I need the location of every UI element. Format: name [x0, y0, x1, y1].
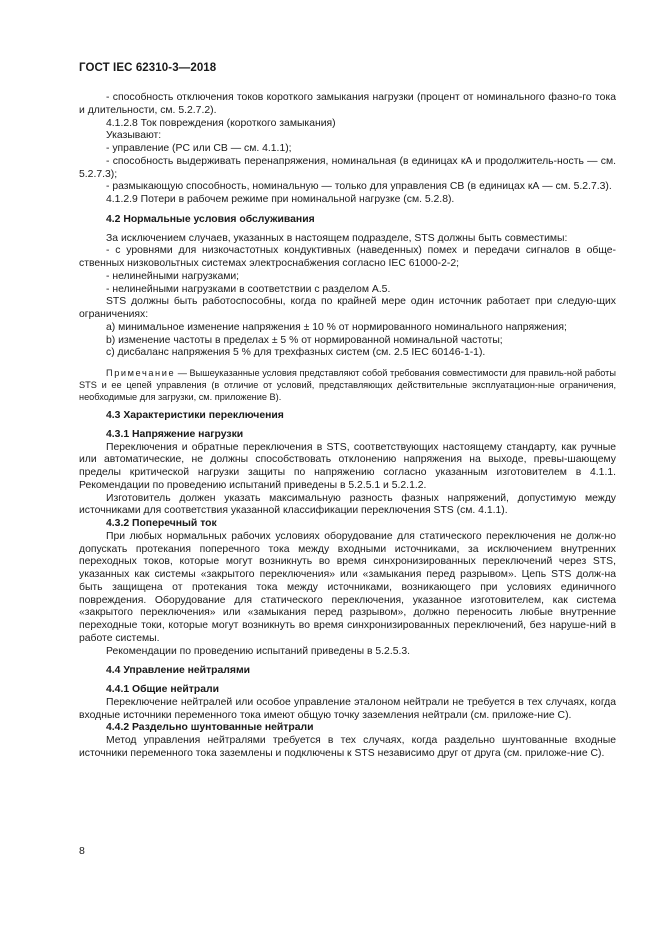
- paragraph: STS должны быть работоспособны, когда по крайней мере один источник работает при следую-щих ограничениях:: [79, 296, 616, 320]
- list-item: a) минимальное изменение напряжения ± 10 % от нормированного номинального напряжения;: [106, 321, 567, 333]
- page-number: 8: [79, 845, 85, 857]
- subsection-heading-4-4-2: 4.4.2 Раздельно шунтованные нейтрали: [106, 722, 314, 734]
- list-item: - размыкающую способность, номинальную — только для управления CB (в единицах кА — см. 5.2.7.3).: [106, 181, 612, 193]
- document-body: [79, 92, 616, 761]
- paragraph: За исключением случаев, указанных в настоящем подразделе, STS должны быть совместимы:: [106, 232, 568, 244]
- clause-4-1-2-8-title: 4.1.2.8 Ток повреждения (короткого замыкания): [106, 117, 336, 129]
- note: [79, 367, 616, 403]
- list-item: - способность выдерживать перенапряжения, номинальная (в единицах кА и продолжитель-ность — см. 5.2.7.3);: [79, 155, 616, 180]
- list-item: - нелинейными нагрузками в соответствии с разделом А.5.: [106, 283, 391, 295]
- paragraph: Рекомендации по проведению испытаний приведены в 5.2.5.3.: [106, 645, 411, 657]
- paragraph: Изготовитель должен указать максимальную разность фазных напряжений, допустимую между источниками для соответствия указанной классификации переключения STS (см. 4.1.1).: [79, 492, 616, 517]
- list-item: - с уровнями для низкочастотных кондуктивных (наведенных) помех и передачи сигналов в обще-ственных низковольтных системах электроснабжения согласно IEC 61000-2-2;: [79, 245, 616, 269]
- paragraph: Переключение нейтралей или особое управление эталоном нейтрали не требуется в тех случаях, когда входные источники переменного тока имеют общую точку заземления нейтрали (см. приложе-ние С).: [79, 696, 616, 721]
- list-item: - управление (PC или CB — см. 4.1.1);: [106, 143, 292, 154]
- section-heading-4-4: 4.4 Управление нейтралями: [106, 665, 251, 677]
- document-header: ГОСТ IEC 62310-3—2018: [79, 62, 217, 74]
- section-heading-4-2: 4.2 Нормальные условия обслуживания: [106, 213, 315, 225]
- note-label: Примечание: [106, 368, 176, 378]
- section-heading-4-3: 4.3 Характеристики переключения: [106, 410, 284, 421]
- list-item: - нелинейными нагрузками;: [106, 270, 240, 282]
- paragraph: Метод управления нейтралями требуется в тех случаях, когда раздельно шунтованные входные источники переменного тока заземлены и подключены к STS независимо друг от друга (см. приложе-ние С).: [79, 735, 616, 759]
- paragraph: Переключения и обратные переключения в STS, соответствующих настоящему стандарту, как ручные или автоматические, не должны способствовать отклонению напряжения на выходе, превы-шающему пределы критической нагрузки защиты по напряжению согласно указанным изготовителем в 4.1.1. Рекомендации по проведению испытаний приведены в 5.2.5.1 и 5.2.1.2.: [79, 441, 616, 491]
- subsection-heading-4-4-1: 4.4.1 Общие нейтрали: [106, 684, 219, 695]
- clause-intro: Указывают:: [106, 130, 162, 142]
- note-text: — Вышеуказанные условия представляют собой требования совместимости для правиль-ной работы STS и ее цепей управления (в отличие от условий, представляющих действительные эксплуатацион-ные ограничения, необходимые для загрузки, см. приложение В).: [79, 368, 616, 402]
- list-item: b) изменение частоты в пределах ± 5 % от нормированной номинальной частоты;: [106, 334, 503, 346]
- subsection-heading-4-3-1: 4.3.1 Напряжение нагрузки: [106, 428, 244, 440]
- clause-4-1-2-9: 4.1.2.9 Потери в рабочем режиме при номинальной нагрузке (см. 5.2.8).: [106, 194, 455, 205]
- subsection-heading-4-3-2: 4.3.2 Поперечный ток: [106, 518, 217, 529]
- list-item: - способность отключения токов короткого замыкания нагрузки (процент от номинального фазно-го тока и длительности, см. 5.2.7.2).: [79, 92, 616, 116]
- list-item: c) дисбаланс напряжения 5 % для трехфазных систем (см. 2.5 IEC 60146-1-1).: [106, 347, 486, 359]
- paragraph: При любых нормальных рабочих условиях оборудование для статического переключения не долж-но допускать протекания поперечного тока между входными источниками, за исключением внутренних переходных токов, которые могут возникнуть во время синхронизированных переключений через STS, указанных как системы «закрытого переключения» или «замыкания перед разрывом». Цепь STS долж-на быть защищена от протекания тока между источниками, возникающего при условиях единичного повреждения. Оборудование для статического переключения, указанное изготовителем, как система «закрытого переключения» или «замыкания перед разрывом», должно переносить любые внутренние переходные токи, которые могут возникнуть во время синхронизированных переключений, без наруше-ний в работе системы.: [79, 530, 616, 644]
